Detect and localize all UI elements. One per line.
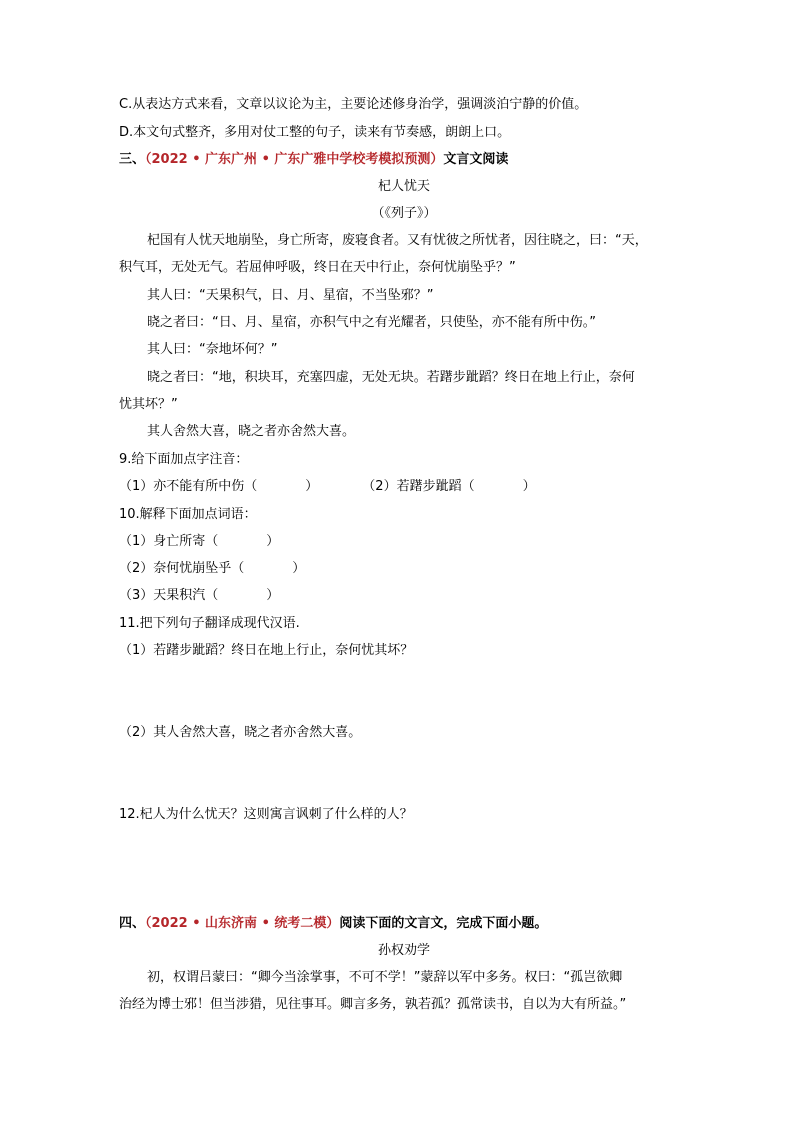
passage-paragraph-3: 晓之者曰：“日、月、星宿，亦积气中之有光耀者，只使坠，亦不能有所中伤。” <box>147 315 596 330</box>
section-3-number: 三、 <box>119 152 146 167</box>
passage-2-title: 孙权劝学 <box>377 943 430 958</box>
section-3-heading <box>119 151 689 169</box>
question-10-item-3: （3）天果积汽（ ） <box>119 588 280 603</box>
question-9-item-2: （2）若躇步跐蹈（ <box>362 479 475 494</box>
passage-title: 杞人忧天 <box>377 179 430 194</box>
section-4-type: 阅读下面的文言文，完成下面小题。 <box>339 916 548 931</box>
passage-paragraph-5b: 忧其坏？” <box>119 397 178 412</box>
passage-paragraph-1a: 杞国有人忧天地崩坠，身亡所寄，废寝食者。又有忧彼之所忧者，因往晓之，曰：“天， <box>147 233 648 248</box>
question-9-items: （1）亦不能有所中伤（ ） （2）若躇步跐蹈（ ） <box>119 479 536 494</box>
passage-paragraph-6: 其人舍然大喜，晓之者亦舍然大喜。 <box>147 424 356 439</box>
question-10-item-1: （1）身亡所寄（ ） <box>119 534 280 549</box>
passage-paragraph-1b: 积气耳，无处无气。若屈伸呼吸，终日在天中行止，奈何忧崩坠乎？” <box>119 260 516 275</box>
question-9-stem: 9.给下面加点字注音： <box>119 452 249 467</box>
question-10-stem: 10.解释下面加点词语： <box>119 507 257 522</box>
passage-paragraph-4: 其人曰：“奈地坏何？” <box>147 342 278 357</box>
question-11-item-1: （1）若躇步跐蹈？终日在地上行止，奈何忧其坏？ <box>119 643 414 658</box>
section-4-heading <box>119 915 689 933</box>
passage-paragraph-5a: 晓之者曰：“地，积块耳，充塞四虚，无处无块。若躇步跐蹈？终日在地上行止，奈何 <box>147 370 635 385</box>
section-3-source: （2022 • 广东广州 • 广东广雅中学校考模拟预测） <box>145 152 444 167</box>
question-10-item-2: （2）奈何忧崩坠乎（ ） <box>119 561 306 576</box>
passage-2-paragraph-1b: 治经为博士邪！但当涉猎，见往事耳。卿言多务，孰若孤？孤常读书，自以为大有所益。” <box>119 997 627 1012</box>
section-3-type: 文言文阅读 <box>443 152 509 167</box>
question-9-item-1: （1）亦不能有所中伤（ <box>119 479 258 494</box>
option-c: C.从表达方式来看，文章以议论为主，主要论述修身治学，强调淡泊宁静的价值。 <box>119 97 588 112</box>
question-11-item-2: （2）其人舍然大喜，晓之者亦舍然大喜。 <box>119 725 362 740</box>
question-11-stem: 11.把下列句子翻译成现代汉语. <box>119 616 300 631</box>
passage-author: （《列子》） <box>371 206 437 221</box>
option-d: D.本文句式整齐，多用对仗工整的句子，读来有节奏感，朗朗上口。 <box>119 125 511 140</box>
passage-paragraph-2: 其人曰：“天果积气，日、月、星宿，不当坠邪？” <box>147 288 434 303</box>
question-12-stem: 12.杞人为什么忧天？这则寓言讽刺了什么样的人？ <box>119 807 413 822</box>
section-4-number: 四、 <box>119 916 146 931</box>
section-4-source: （2022 • 山东济南 • 统考二模） <box>145 916 340 931</box>
passage-2-paragraph-1a: 初，权谓吕蒙曰：“卿今当涂掌事，不可不学！”蒙辞以军中多务。权曰：“孤岂欲卿 <box>147 970 623 985</box>
